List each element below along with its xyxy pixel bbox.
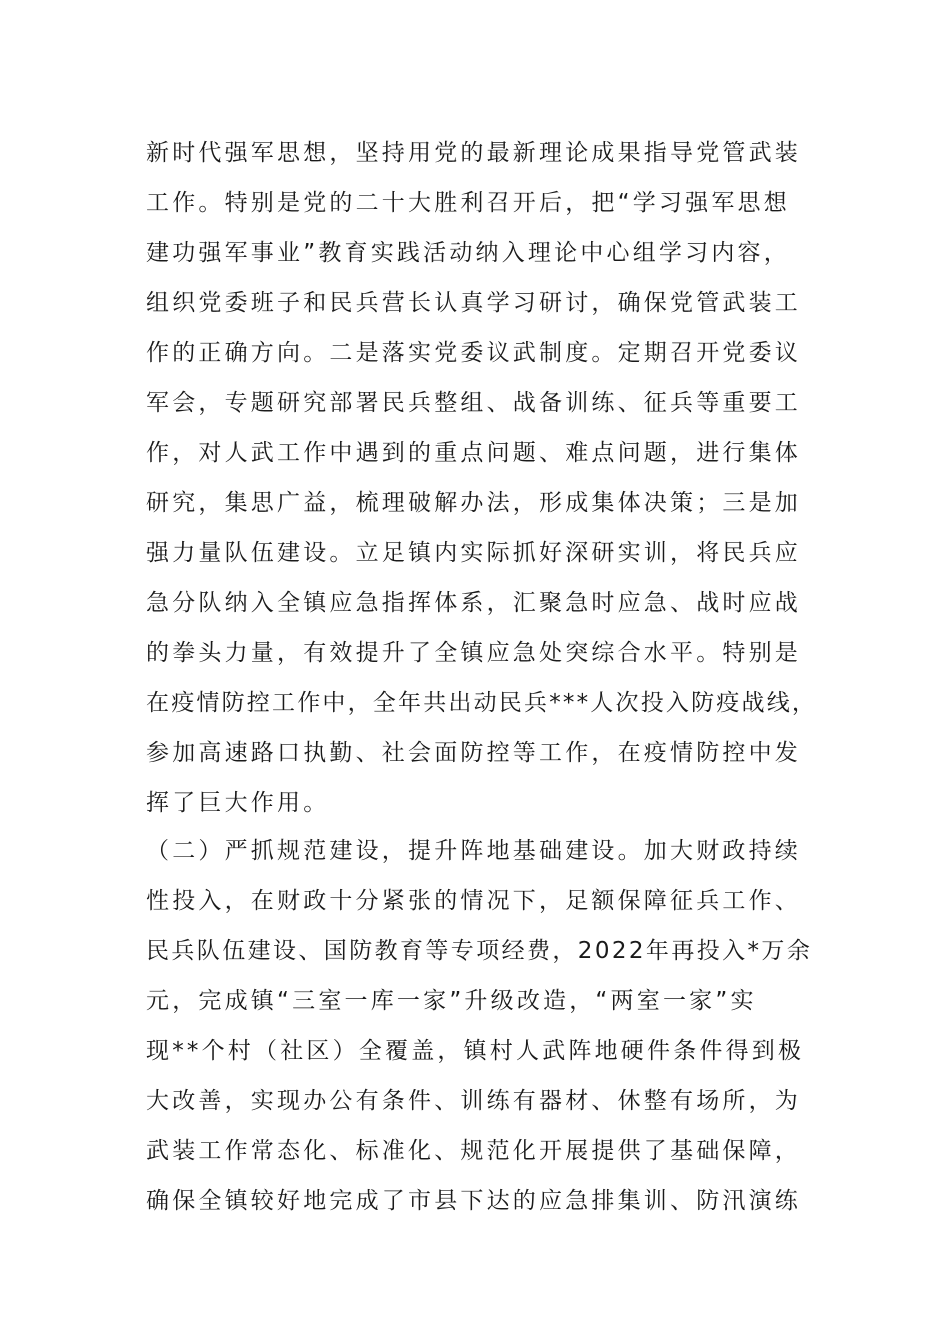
text-line: 大改善，实现办公有条件、训练有器材、休整有场所，为	[146, 1088, 801, 1114]
text-line: 的拳头力量，有效提升了全镇应急处突综合水平。特别是	[146, 640, 801, 666]
text-line: 确保全镇较好地完成了市县下达的应急排集训、防汛演练	[146, 1188, 801, 1214]
text-line: 在疫情防控工作中，全年共出动民兵***人次投入防疫战线，	[146, 690, 818, 716]
text-line: 作，对人武工作中遇到的重点问题、难点问题，进行集体	[146, 440, 801, 466]
text-line: 建功强军事业”教育实践活动纳入理论中心组学习内容，	[146, 240, 790, 266]
text-line: 强力量队伍建设。立足镇内实际抓好深研实训，将民兵应	[146, 540, 801, 566]
text-line: 现**个村（社区）全覆盖，镇村人武阵地硬件条件得到极	[146, 1038, 805, 1064]
text-line: 武装工作常态化、标准化、规范化开展提供了基础保障，	[146, 1138, 801, 1164]
text-line: 急分队纳入全镇应急指挥体系，汇聚急时应急、战时应战	[146, 590, 801, 616]
text-line: 组织党委班子和民兵营长认真学习研讨，确保党管武装工	[146, 290, 801, 316]
text-line: 民兵队伍建设、国防教育等专项经费，2022年再投入*万余	[146, 938, 813, 964]
text-line: 新时代强军思想，坚持用党的最新理论成果指导党管武装	[146, 140, 801, 166]
section-heading-line: （二）严抓规范建设，提升阵地基础建设。加大财政持续	[146, 838, 801, 864]
text-line: 作的正确方向。二是落实党委议武制度。定期召开党委议	[146, 340, 801, 366]
text-line: 参加高速路口执勤、社会面防控等工作，在疫情防控中发	[146, 740, 801, 766]
text-line: 军会，专题研究部署民兵整组、战备训练、征兵等重要工	[146, 390, 801, 416]
text-line: 工作。特别是党的二十大胜利召开后，把“学习强军思想	[146, 190, 790, 216]
text-line: 元，完成镇“三室一库一家”升级改造，“两室一家”实	[146, 988, 757, 1014]
text-line: 性投入，在财政十分紧张的情况下，足额保障征兵工作、	[146, 888, 801, 914]
text-line: 研究，集思广益，梳理破解办法，形成集体决策；三是加	[146, 490, 801, 516]
text-line: 挥了巨大作用。	[146, 790, 330, 816]
